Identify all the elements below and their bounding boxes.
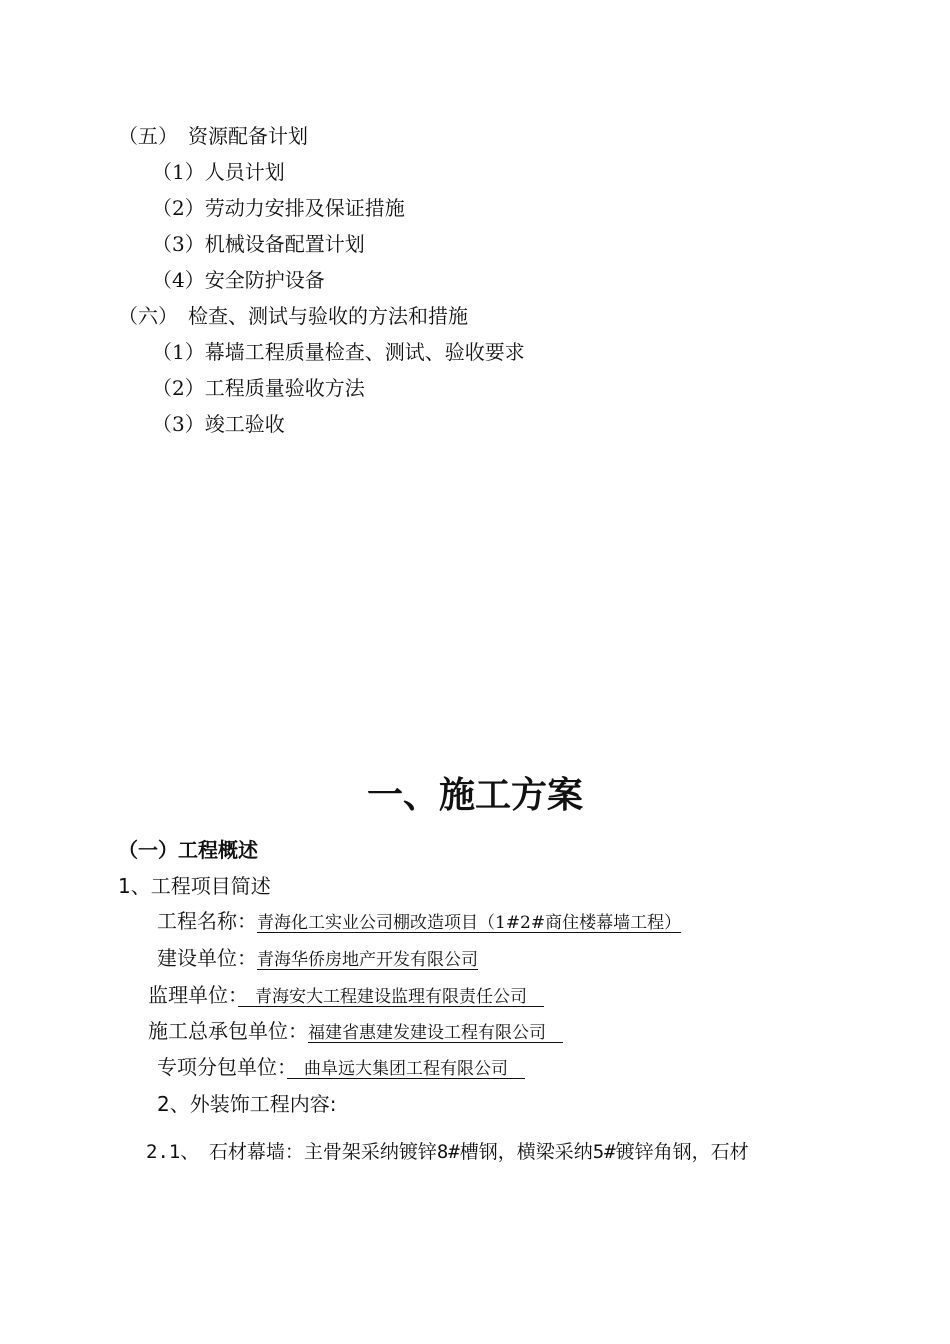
section-heading: （一）工程概述 xyxy=(118,838,258,862)
toc-item: （3）竣工验收 xyxy=(152,412,285,436)
field-label: 监理单位： xyxy=(148,983,238,1007)
field-project-name xyxy=(157,911,681,932)
field-value: 曲阜远大集团工程有限公司 xyxy=(287,1059,525,1079)
toc-section-6: （六） 检查、测试与验收的方法和措施 xyxy=(118,304,468,328)
field-label: 施工总承包单位： xyxy=(148,1019,308,1043)
toc-item: （1）幕墙工程质量检查、测试、验收要求 xyxy=(152,340,525,364)
subsection-heading: 1、工程项目简述 xyxy=(118,874,271,898)
field-subcontractor xyxy=(157,1057,525,1078)
body-paragraph: 2.1、 石材幕墙：主骨架采纳镀锌8#槽钢，横梁采纳5#镀锌角钢，石材 xyxy=(146,1141,749,1163)
field-value: 福建省惠建发建设工程有限公司 xyxy=(308,1023,563,1043)
toc-item: （4）安全防护设备 xyxy=(152,268,325,292)
field-label: 建设单位： xyxy=(157,946,257,970)
field-label: 工程名称： xyxy=(157,909,257,933)
field-label: 专项分包单位： xyxy=(157,1055,287,1079)
field-value: 青海安大工程建设监理有限责任公司 xyxy=(238,987,544,1007)
toc-item: （3）机械设备配置计划 xyxy=(152,232,365,256)
field-supervisor xyxy=(148,985,544,1006)
subsection-heading: 2、外装饰工程内容: xyxy=(157,1092,337,1116)
chapter-title: 一、施工方案 xyxy=(366,775,583,816)
field-value: 青海化工实业公司棚改造项目（1#2#商住楼幕墙工程） xyxy=(257,913,682,933)
toc-item: （2）劳动力安排及保证措施 xyxy=(152,196,405,220)
field-value: 青海华侨房地产开发有限公司 xyxy=(257,950,478,970)
field-general-contractor xyxy=(148,1021,563,1042)
field-developer xyxy=(157,948,478,969)
toc-section-5: （五） 资源配备计划 xyxy=(118,124,308,148)
toc-item: （1）人员计划 xyxy=(152,160,285,184)
toc-item: （2）工程质量验收方法 xyxy=(152,376,365,400)
